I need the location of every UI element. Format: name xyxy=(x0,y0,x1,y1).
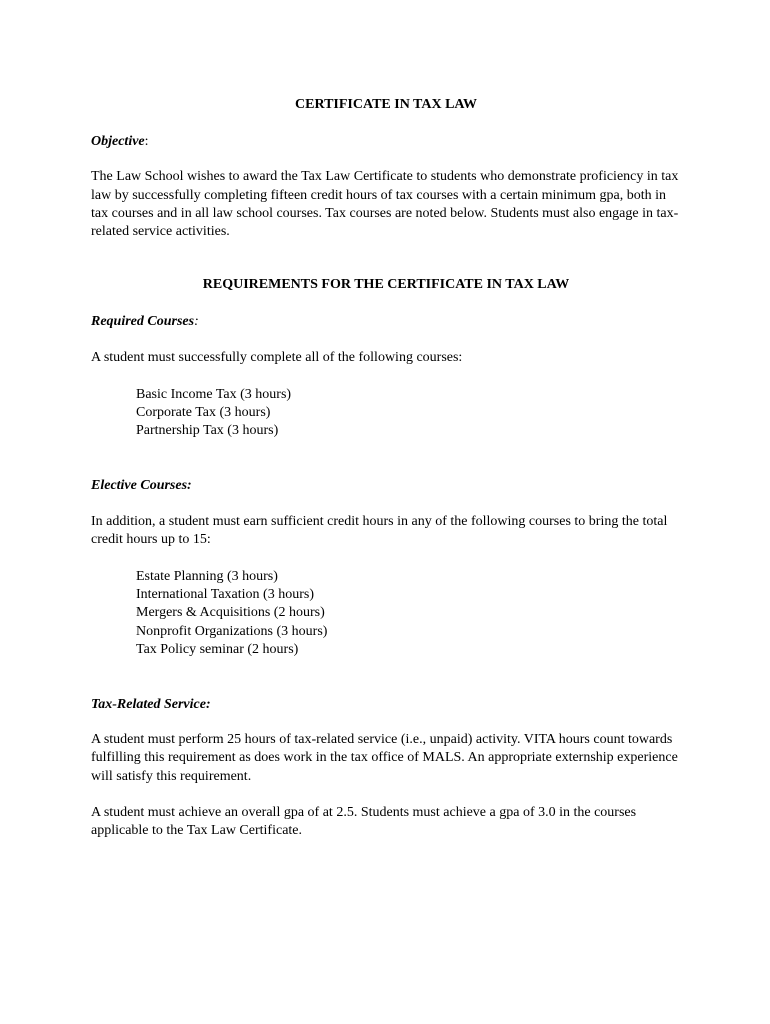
list-item: Mergers & Acquisitions (2 hours) xyxy=(136,605,325,621)
list-item: International Taxation (3 hours) xyxy=(136,587,314,603)
objective-text: The Law School wishes to award the Tax Law Certificate to students who demonstrate proficiency in tax law by successfully completing fifteen credit hours of tax courses with a certain minimum gpa, both in tax courses and in all law school courses. Tax courses are noted below. Students must also engage in tax-related service activities. xyxy=(91,169,679,240)
required-courses-heading xyxy=(91,313,681,331)
document-page xyxy=(91,92,681,840)
required-courses-intro: A student must successfully complete all of the following courses: xyxy=(91,349,463,365)
requirements-title: REQUIREMENTS FOR THE CERTIFICATE IN TAX LAW xyxy=(202,277,570,293)
list-item: Nonprofit Organizations (3 hours) xyxy=(136,623,328,639)
gpa-requirement-text: A student must achieve an overall gpa of at 2.5. Students must achieve a gpa of 3.0 in the courses applicable to the Tax Law Certificate. xyxy=(91,804,637,839)
objective-heading-colon: : xyxy=(144,134,149,150)
tax-related-service-heading: Tax-Related Service: xyxy=(91,697,211,713)
list-item: Basic Income Tax (3 hours) xyxy=(136,386,292,402)
required-courses-heading-label: Required Courses xyxy=(91,314,195,330)
elective-courses-list xyxy=(91,568,681,659)
objective-heading-label: Objective xyxy=(91,134,145,150)
required-courses-heading-colon: : xyxy=(194,314,199,330)
list-item: Corporate Tax (3 hours) xyxy=(136,405,271,421)
required-courses-list xyxy=(91,386,681,441)
list-item: Tax Policy seminar (2 hours) xyxy=(136,641,299,657)
elective-courses-heading: Elective Courses: xyxy=(91,478,192,494)
elective-courses-intro: In addition, a student must earn sufficient credit hours in any of the following courses to bring the total credit hours up to 15: xyxy=(91,513,668,547)
objective-heading xyxy=(91,133,681,151)
list-item: Estate Planning (3 hours) xyxy=(136,569,278,585)
tax-related-service-text: A student must perform 25 hours of tax-related service (i.e., unpaid) activity. VITA hours count towards fulfilling this requirement as does work in the tax office of MALS. An appropriate externship experience will satisfy this requirement. xyxy=(91,732,678,784)
list-item: Partnership Tax (3 hours) xyxy=(136,423,279,439)
document-title: CERTIFICATE IN TAX LAW xyxy=(295,97,477,112)
